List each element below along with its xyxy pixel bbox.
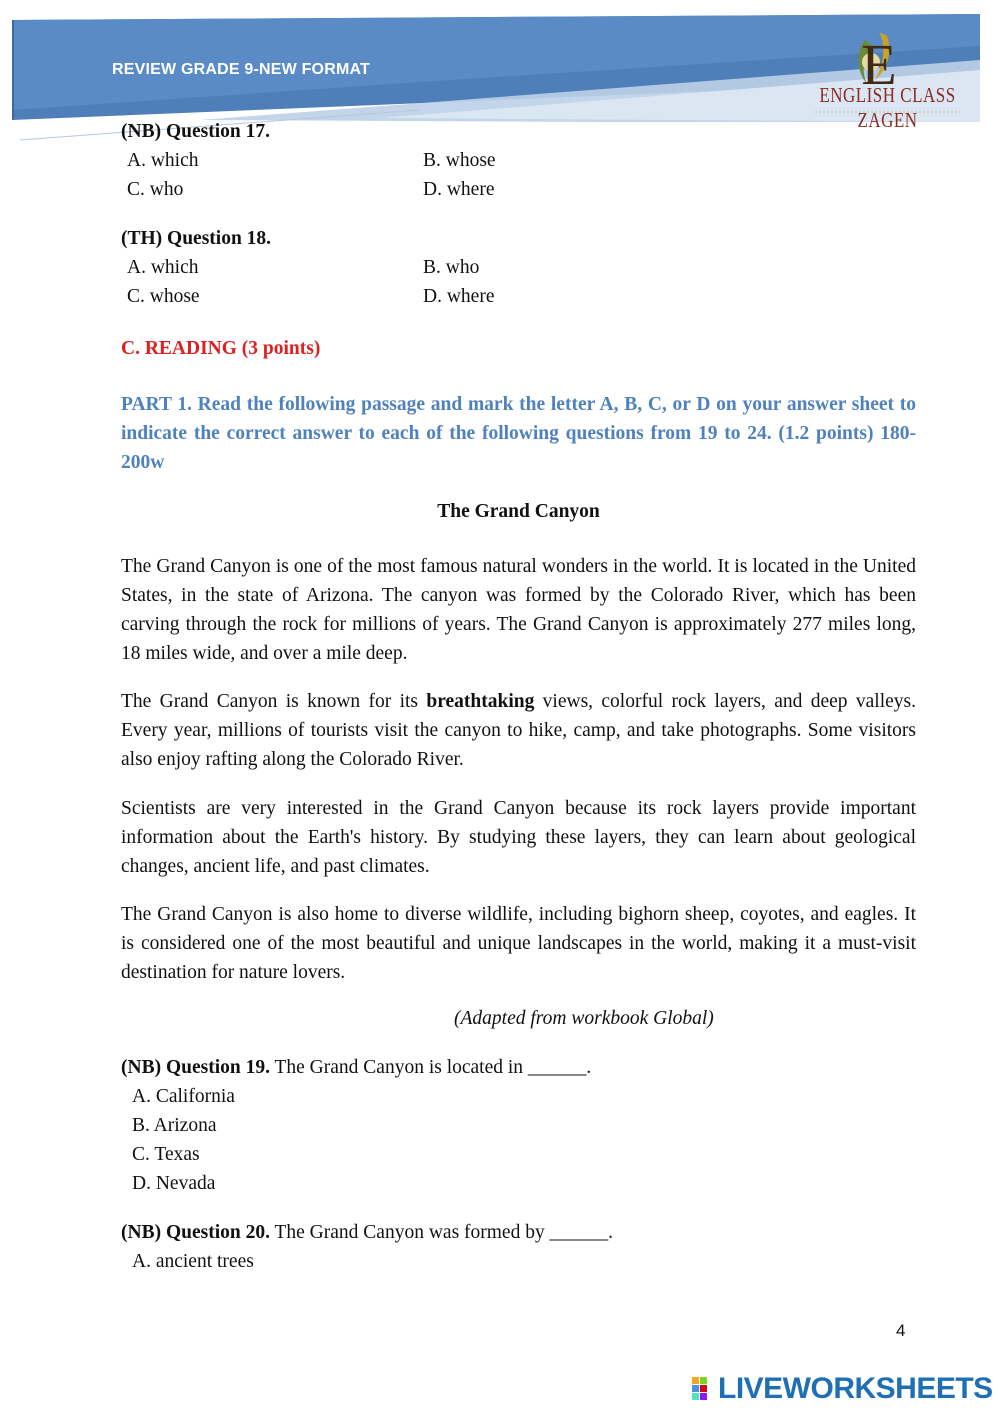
q19-stem: The Grand Canyon is located in ______. — [269, 1057, 592, 1078]
question-19 — [121, 1057, 591, 1079]
passage-paragraph-3: Scientists are very interested in the Grand Canyon because its rock layers provide important information about the Earth's history. By studying these layers, they can learn about geological changes, ancient life, and past climates. — [121, 798, 916, 877]
q20-label: (NB) Question 20. — [121, 1222, 270, 1243]
q19-option-d: D. Nevada — [132, 1173, 216, 1194]
q18-option-a: A. which — [127, 257, 199, 278]
q19-option-a: A. California — [132, 1086, 235, 1107]
question-20 — [121, 1222, 613, 1244]
passage-title: The Grand Canyon — [437, 501, 600, 522]
p2-bold-word: breathtaking — [426, 691, 535, 712]
question-17-title: (NB) Question 17. — [121, 121, 270, 142]
question-18-title: (TH) Question 18. — [121, 228, 272, 249]
q17-option-c: C. who — [127, 179, 184, 200]
q18-option-c: C. whose — [127, 286, 200, 307]
page-number: 4 — [896, 1321, 906, 1340]
section-reading-heading: C. READING (3 points) — [121, 338, 321, 359]
passage-paragraph-1: The Grand Canyon is one of the most famous natural wonders in the world. It is located in the United States, in the state of Arizona. The canyon was formed by the Colorado River, which has been carving through the rock for millions of years. The Grand Canyon is approximately 277 miles long, 18 miles wide, and over a mile deep. — [121, 556, 916, 664]
p2-text-before: The Grand Canyon is known for its — [121, 691, 427, 712]
q19-option-b: B. Arizona — [132, 1115, 217, 1136]
q20-option-a: A. ancient trees — [132, 1251, 254, 1272]
part-1-instructions: PART 1. Read the following passage and mark the letter A, B, C, or D on your answer sheet to indicate the correct answer to each of the following questions from 19 to 24. (1.2 points) 180-200w — [121, 394, 916, 473]
liveworksheets-logo[interactable] — [692, 1372, 993, 1406]
q17-option-d: D. where — [423, 179, 495, 200]
logo-letter: E — [861, 32, 897, 97]
q17-option-a: A. which — [127, 150, 199, 171]
q19-label: (NB) Question 19. — [121, 1057, 270, 1078]
liveworksheets-text: LIVEWORKSHEETS — [718, 1372, 993, 1405]
q18-option-d: D. where — [423, 286, 495, 307]
passage-paragraph-4: The Grand Canyon is also home to diverse wildlife, including bighorn sheep, coyotes, and eagles. It is considered one of the most beautiful and unique landscapes in the world, making it a must-visit destination for nature lovers. — [121, 904, 916, 983]
liveworksheets-icon — [692, 1377, 716, 1401]
logo-text: ENGLISH CLASS ZAGEN — [819, 83, 956, 132]
logo-underline — [815, 110, 960, 114]
passage-source: (Adapted from workbook Global) — [454, 1008, 714, 1029]
q19-option-c: C. Texas — [132, 1144, 200, 1165]
q17-option-b: B. whose — [423, 150, 496, 171]
header-title: REVIEW GRADE 9-NEW FORMAT — [112, 61, 371, 78]
p2-text-after: views, colorful rock layers, and deep valleys. Every year, millions of tourists visit the canyon to hike, camp, and take photographs. Some visitors also enjoy rafting along the Colorado River. — [121, 691, 916, 770]
passage-paragraph-2 — [121, 687, 916, 774]
q20-stem: The Grand Canyon was formed by ______. — [269, 1222, 613, 1243]
q18-option-b: B. who — [423, 257, 480, 278]
